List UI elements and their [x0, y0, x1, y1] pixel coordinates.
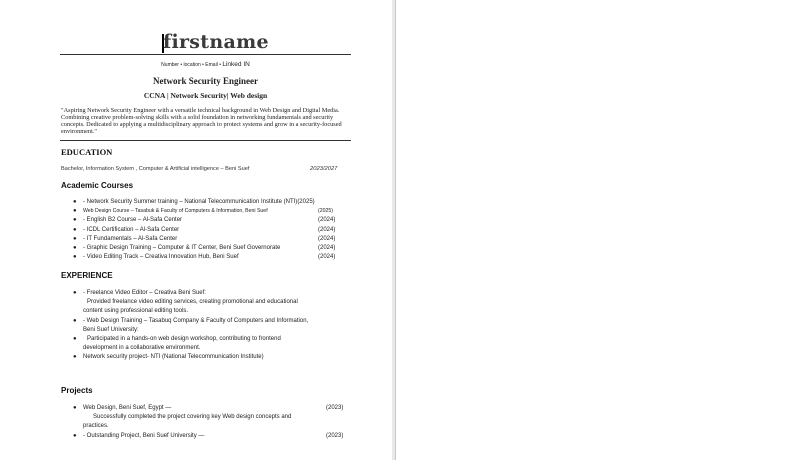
bullet-icon: ● — [73, 336, 77, 343]
list-item: ● - Video Editing Track – Creativa Innovation Hub, Beni Suef (2024) — [73, 253, 363, 262]
list-item: ● - Graphic Design Training – Computer & IT Center, Beni Suef Governorate (2024) — [73, 244, 363, 253]
list-item: ● Web Design, Beni Suef, Egypt — (2023) Successfully completed the project covering key Web design concepts and practices. — [73, 405, 344, 430]
contact-email: Email — [205, 62, 218, 68]
bullet-icon: ● — [73, 208, 77, 215]
contact-number: Number — [161, 62, 179, 68]
courses-heading: Academic Courses — [61, 181, 134, 190]
courses-list — [73, 198, 363, 262]
bullet-icon: ● — [73, 290, 77, 296]
resume-name[interactable]: firstname — [163, 31, 269, 53]
bullet-icon: ● — [73, 217, 77, 224]
workspace-background — [779, 0, 800, 460]
projects-heading: Projects — [61, 386, 93, 395]
summary-divider — [60, 140, 351, 141]
job-title: Network Security Engineer — [153, 76, 258, 86]
bullet-icon: ● — [73, 354, 77, 361]
contact-separator: • — [202, 62, 204, 68]
certifications-line: CCNA | Network Security| Web design — [143, 91, 268, 100]
contact-linkedin: Linked IN — [222, 61, 250, 68]
experience-list — [73, 289, 363, 363]
bullet-icon: ● — [73, 245, 77, 252]
bullet-icon: ● — [73, 226, 77, 233]
bullet-icon: ● — [73, 254, 77, 261]
list-item: ● - Freelance Video Editor – Creativa Beni Suef: Provided freelance video editing services, creating promotional and educational content using professional editing tools. — [73, 290, 298, 315]
list-item: ● - Web Design Training – Tasabuq Company & Faculty of Computers and Information, Beni Suef University: — [73, 317, 309, 333]
bullet-icon: ● — [73, 199, 77, 205]
projects-list — [73, 404, 363, 441]
list-item: ● Web Design Course – Tasabuk & Faculty of Computers & Information, Beni Suef (2025) — [73, 207, 363, 216]
education-dates: 2023/2027 — [310, 166, 338, 172]
list-item: ● - ICDL Certification – Al-Safa Center (2024) — [73, 226, 363, 235]
contact-separator: • — [180, 62, 183, 68]
document-page-2[interactable] — [395, 0, 780, 460]
contact-separator: • — [219, 62, 221, 68]
bullet-icon: ● — [73, 432, 77, 439]
education-heading: EDUCATION — [61, 147, 113, 157]
experience-heading: EXPERIENCE — [61, 271, 113, 280]
summary-paragraph: "Aspiring Network Security Engineer with a versatile technical background in Web Design and Digital Media. Combining creative problem-solving skills with a solid foundation in networking fundamentals and security concepts. Dedicated to applying a multidisciplinary approach to protect systems and grow in a security-focused environment." — [61, 107, 342, 135]
bullet-icon: ● — [73, 405, 77, 411]
list-item: ● Network security project- NTI (National Telecommunication Institute) — [73, 353, 363, 362]
list-item: ● - Outstanding Project, Beni Suef University — (2023) — [73, 432, 363, 441]
list-item: ● - English B2 Course – Al-Safa Center (2024) — [73, 216, 363, 225]
list-item: ● - IT Fundamentals – Al-Safa Center (2024) — [73, 235, 363, 244]
contact-line — [0, 61, 411, 68]
list-item: ● - Network Security Summer training – National Telecommunication Institute (NTI)(2025) — [73, 198, 363, 207]
bullet-icon: ● — [73, 317, 77, 324]
bullet-icon: ● — [73, 235, 77, 242]
name-divider — [60, 54, 351, 55]
education-degree: Bachelor, Information System , Computer & Artificial intelligence – Beni Suef — [61, 166, 250, 172]
contact-location: location — [183, 62, 201, 68]
document-page-1 — [0, 0, 392, 460]
list-item: ● Participated in a hands-on web design workshop, contributing to frontend development in a collaborative environment. — [73, 336, 281, 352]
